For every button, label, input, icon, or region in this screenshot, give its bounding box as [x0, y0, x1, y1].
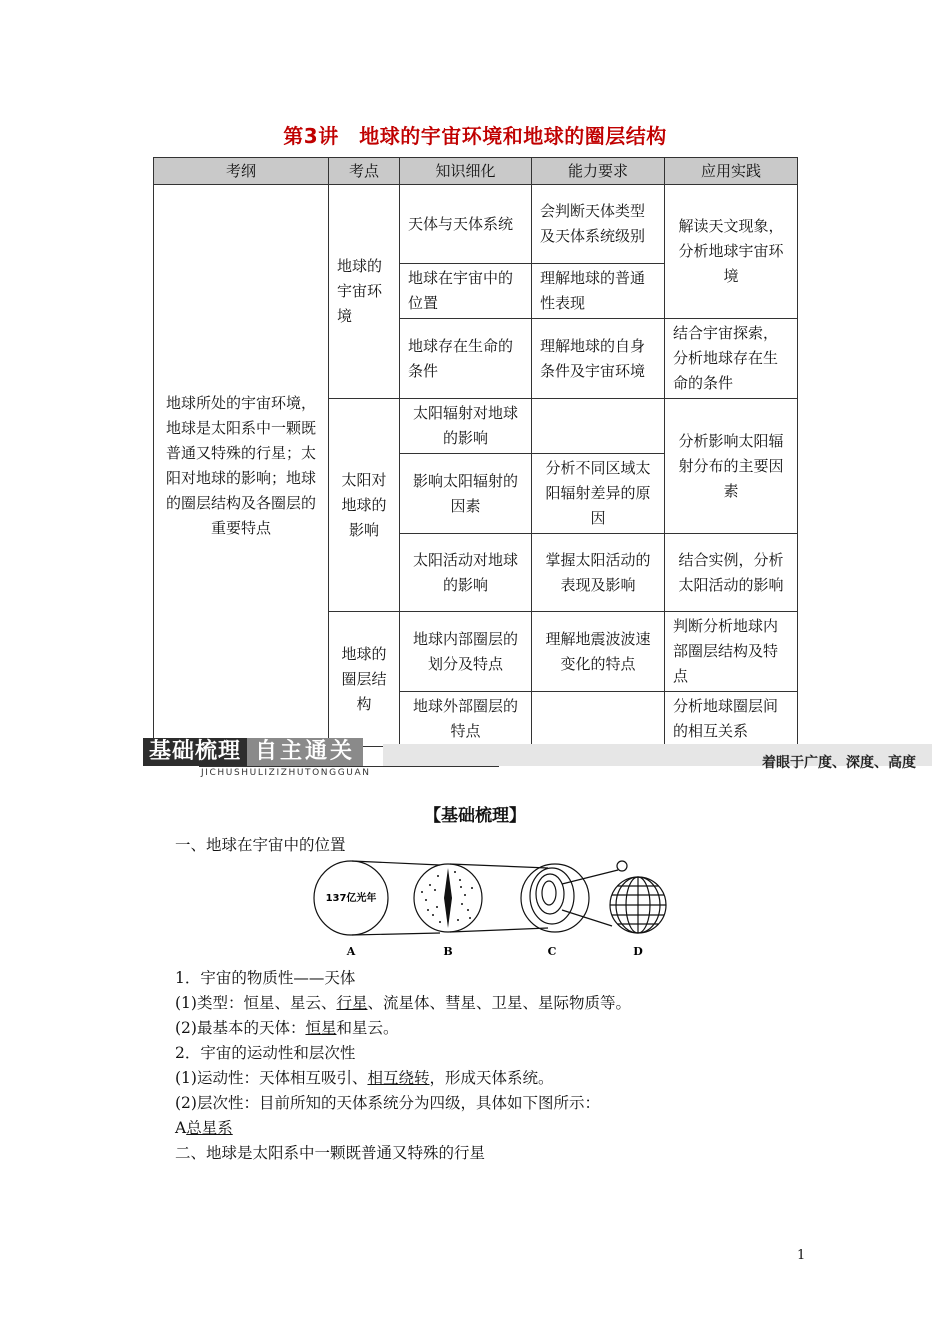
table-row [154, 185, 798, 264]
practice-cell: 解读天文现象，分析地球宇宙环境 [665, 185, 798, 319]
figure-label-a: 137亿光年 [325, 893, 377, 904]
figure-letter: B [443, 945, 453, 958]
ability-cell: 理解地震波波速变化的特点 [532, 612, 665, 692]
answer-underline: 行星 [336, 994, 368, 1012]
figure-letter: A [346, 945, 356, 958]
banner-pinyin: JICHUSHULIZIZHUTONGGUAN [201, 768, 371, 778]
ability-cell: 掌握太阳活动的表现及影响 [532, 534, 665, 612]
answer-underline: 恒星 [305, 1019, 337, 1037]
text: (2)最基本的天体： [175, 1019, 306, 1037]
banner-bar [383, 744, 932, 771]
answer-underline: 相互绕转 [367, 1069, 430, 1087]
item-1: 1．宇宙的物质性——天体 [175, 969, 356, 987]
banner-underline [199, 766, 499, 767]
header-cell: 考点 [329, 158, 400, 185]
section-heading: 【基础梳理】 [424, 806, 526, 826]
text: 、流星体、彗星、卫星、星际物质等。 [367, 994, 631, 1012]
practice-cell: 结合实例，分析太阳活动的影响 [665, 534, 798, 612]
practice-cell: 分析地球圈层间的相互关系 [665, 692, 798, 747]
text: (1)类型：恒星、星云、 [175, 994, 337, 1012]
syllabus-table [153, 157, 798, 747]
item-2c [175, 1116, 233, 1141]
knowledge-cell: 地球外部圈层的特点 [400, 692, 532, 747]
universe-hierarchy-figure [300, 860, 680, 960]
table-header-row [154, 158, 798, 185]
practice-cell: 结合宇宙探索，分析地球存在生命的条件 [665, 319, 798, 399]
banner-title [143, 738, 363, 766]
page-title: 第3讲 地球的宇宙环境和地球的圈层结构 [283, 124, 667, 148]
knowledge-cell: 影响太阳辐射的因素 [400, 454, 532, 534]
figure-letter: D [633, 945, 643, 958]
answer-underline: 总星系 [186, 1119, 233, 1137]
item-2: 2．宇宙的运动性和层次性 [175, 1044, 356, 1062]
practice-cell: 判断分析地球内部圈层结构及特点 [665, 612, 798, 692]
knowledge-cell: 地球存在生命的条件 [400, 319, 532, 399]
figure-letter: C [547, 945, 557, 958]
practice-cell: 分析影响太阳辐射分布的主要因素 [665, 399, 798, 534]
subheading-2: 二、地球是太阳系中一颗既普通又特殊的行星 [175, 1144, 486, 1162]
ability-cell: 会判断天体类型及天体系统级别 [532, 185, 665, 264]
knowledge-cell: 天体与天体系统 [400, 185, 532, 264]
text: A [175, 1119, 187, 1137]
syllabus-cell: 地球所处的宇宙环境，地球是太阳系中一颗既普通又特殊的行星；太阳对地球的影响；地球的圈层结构及各圈层的重要特点 [154, 185, 329, 747]
point-cell: 地球的宇宙环境 [329, 185, 400, 399]
knowledge-cell: 太阳活动对地球的影响 [400, 534, 532, 612]
banner-title-part1: 基础梳理 [143, 738, 247, 766]
section-banner [143, 738, 932, 778]
point-cell: 太阳对地球的影响 [329, 399, 400, 612]
header-cell: 考纲 [154, 158, 329, 185]
header-cell: 能力要求 [532, 158, 665, 185]
subheading-1: 一、地球在宇宙中的位置 [175, 836, 346, 854]
knowledge-cell: 地球在宇宙中的位置 [400, 264, 532, 319]
banner-motto: 着眼于广度、深度、高度 [762, 755, 916, 771]
item-2b: (2)层次性：目前所知的天体系统分为四级，具体如下图所示： [175, 1094, 600, 1112]
item-2a [175, 1066, 554, 1091]
banner-title-part2: 自主通关 [247, 738, 363, 766]
knowledge-cell: 太阳辐射对地球的影响 [400, 399, 532, 454]
item-1b [175, 1016, 399, 1041]
text: ，形成天体系统。 [429, 1069, 554, 1087]
knowledge-cell: 地球内部圈层的划分及特点 [400, 612, 532, 692]
page-number: 1 [797, 1248, 806, 1263]
text: (1)运动性：天体相互吸引、 [175, 1069, 368, 1087]
ability-cell [532, 399, 665, 454]
header-cell: 应用实践 [665, 158, 798, 185]
ability-cell: 分析不同区域太阳辐射差异的原因 [532, 454, 665, 534]
header-cell: 知识细化 [400, 158, 532, 185]
point-cell: 地球的圈层结构 [329, 612, 400, 747]
item-1a [175, 991, 631, 1016]
ability-cell: 理解地球的自身条件及宇宙环境 [532, 319, 665, 399]
text: 和星云。 [336, 1019, 399, 1037]
ability-cell: 理解地球的普通性表现 [532, 264, 665, 319]
